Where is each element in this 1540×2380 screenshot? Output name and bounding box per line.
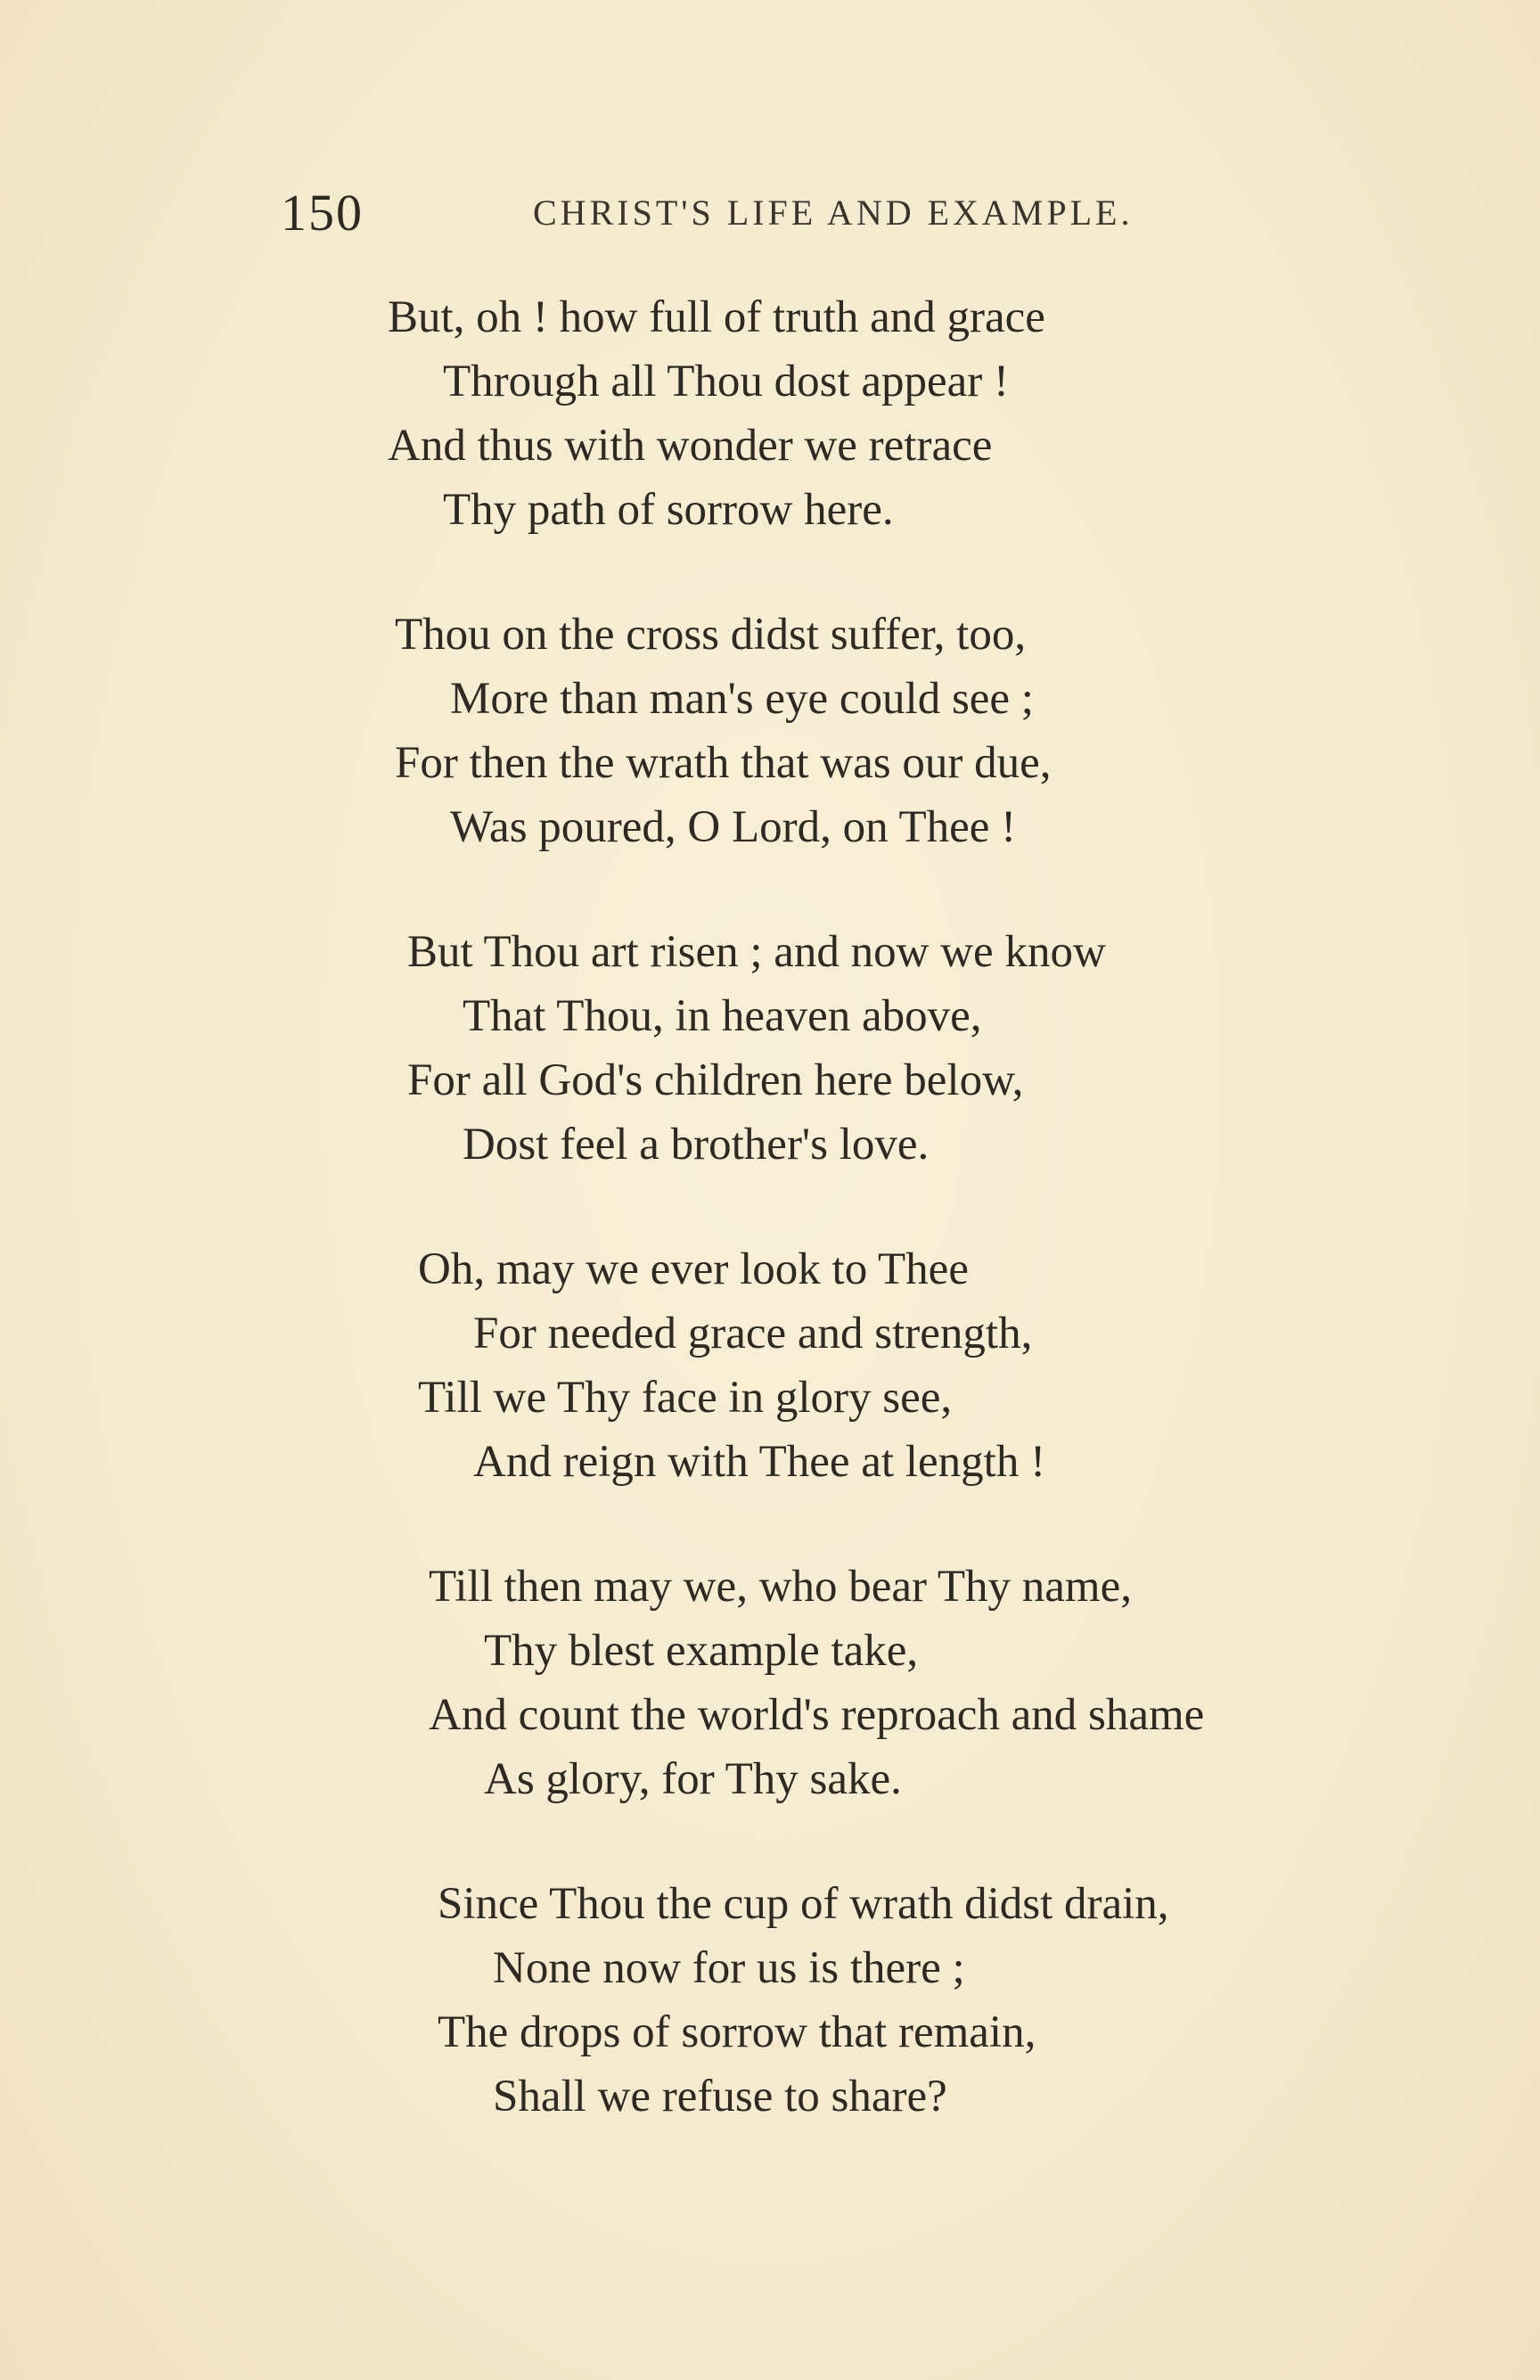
poem-line: Since Thou the cup of wrath didst drain, <box>438 1879 1169 1929</box>
poem-line: And reign with Thee at length ! <box>473 1437 1046 1487</box>
poem-line: But, oh ! how full of truth and grace <box>388 292 1045 342</box>
poem-line: As glory, for Thy sake. <box>484 1754 902 1804</box>
stanza-2 <box>395 603 1457 859</box>
stanza-3 <box>407 920 1457 1177</box>
poem-line: For needed grace and strength, <box>473 1309 1033 1358</box>
poem-line: None now for us is there ; <box>493 1943 965 1993</box>
poem-line: Shall we refuse to share? <box>493 2072 947 2121</box>
poem-line: That Thou, in heaven above, <box>463 991 982 1041</box>
poem-line: Thou on the cross didst suffer, too, <box>395 610 1027 660</box>
stanza-6 <box>438 1872 1457 2129</box>
running-head: CHRIST'S LIFE AND EXAMPLE. <box>533 193 1134 233</box>
poem-line: And thus with wonder we retrace <box>388 421 993 471</box>
poem-line: Thy blest example take, <box>484 1626 919 1676</box>
poem-line: Oh, may we ever look to Thee <box>418 1244 969 1294</box>
poem-line: Dost feel a brother's love. <box>463 1120 930 1169</box>
page-number: 150 <box>281 184 364 242</box>
poem-line: For then the wrath that was our due, <box>395 738 1052 788</box>
stanza-5 <box>429 1555 1457 1811</box>
poem-line: But Thou art risen ; and now we know <box>407 927 1106 977</box>
poem-line: And count the world's reproach and shame <box>429 1690 1205 1740</box>
stanza-4 <box>418 1237 1457 1494</box>
poem-line: Till then may we, who bear Thy name, <box>429 1562 1132 1612</box>
poem-line: Till we Thy face in glory see, <box>418 1373 953 1423</box>
poem-line: Thy path of sorrow here. <box>443 485 894 535</box>
stanza-1 <box>388 285 1457 542</box>
poem <box>388 285 1457 2189</box>
poem-line: Through all Thou dost appear ! <box>443 357 1009 406</box>
poem-line: The drops of sorrow that remain, <box>438 2007 1036 2057</box>
poem-line: Was poured, O Lord, on Thee ! <box>450 802 1017 852</box>
poem-line: More than man's eye could see ; <box>450 674 1034 724</box>
page-header <box>281 183 1261 245</box>
poem-line: For all God's children here below, <box>407 1055 1024 1105</box>
